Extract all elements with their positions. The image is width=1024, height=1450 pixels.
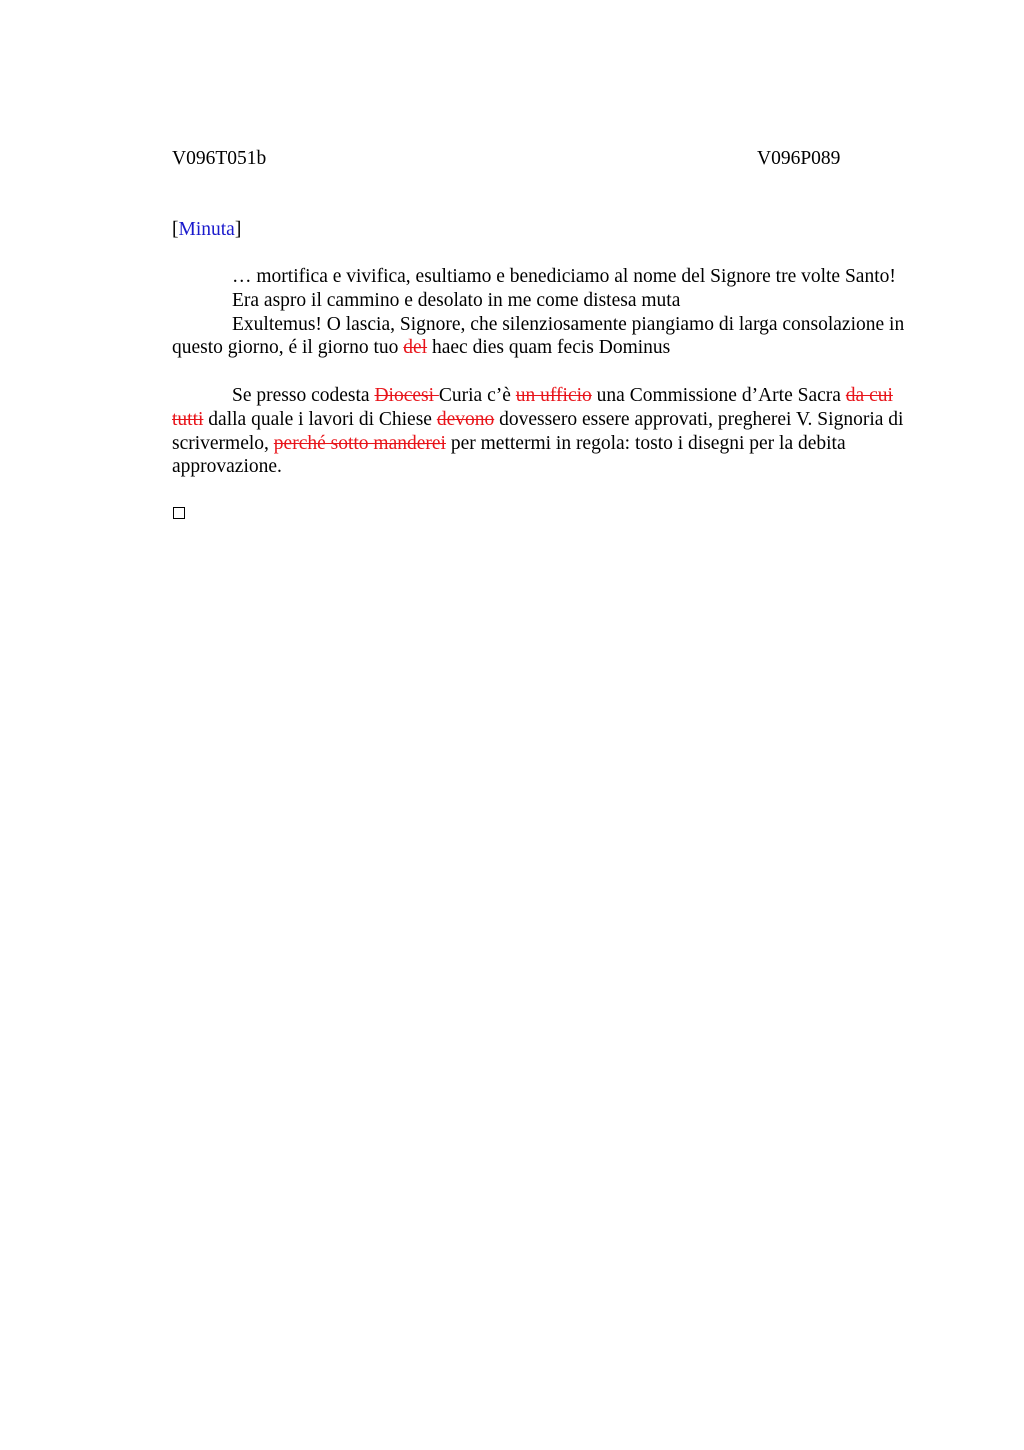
paragraph-gap [172,360,928,384]
text-segment: haec dies quam fecis Dominus [427,337,671,359]
deleted-text: del [403,337,428,359]
text-segment: Curia c’è [438,384,516,406]
close-bracket: ] [234,219,242,240]
end-square-icon [173,507,185,519]
open-bracket: [ [172,219,179,240]
text-segment: dalla quale i lavori di Chiese [203,408,437,430]
deleted-text: devono [436,408,495,430]
minuta-word: Minuta [178,219,235,240]
text-segment: una Commissione d’Arte Sacra [591,384,846,406]
paragraph-4 [172,384,928,479]
deleted-text: un ufficio [515,384,592,406]
deleted-text: perché sotto manderei [273,432,446,454]
document-code-left: V096T051b [172,148,267,169]
text-segment: Se presso codesta [232,384,375,406]
deleted-text: da cui tutti [172,384,893,430]
document-code-right: V096P089 [757,148,841,169]
paragraph-1: … mortifica e vivifica, esultiamo e benediciamo al nome del Signore tre volte Santo! [232,266,896,287]
text-segment: per mettermi in regola: tosto i disegni per la debita approvazione. [172,432,846,478]
deleted-text: Diocesi [374,384,439,406]
text-segment: Exultemus! O lascia, Signore, che silenziosamente piangiamo di larga consolazione in questo giorno, é il giorno tuo [172,313,905,359]
paragraph-2: Era aspro il cammino e desolato in me come distesa muta [232,289,681,311]
text-segment: dovessero essere approvati, pregherei V. Signoria di scrivermelo, [172,408,904,454]
letter-body [172,265,928,479]
paragraph-3 [172,313,928,361]
minuta-label [172,218,241,242]
